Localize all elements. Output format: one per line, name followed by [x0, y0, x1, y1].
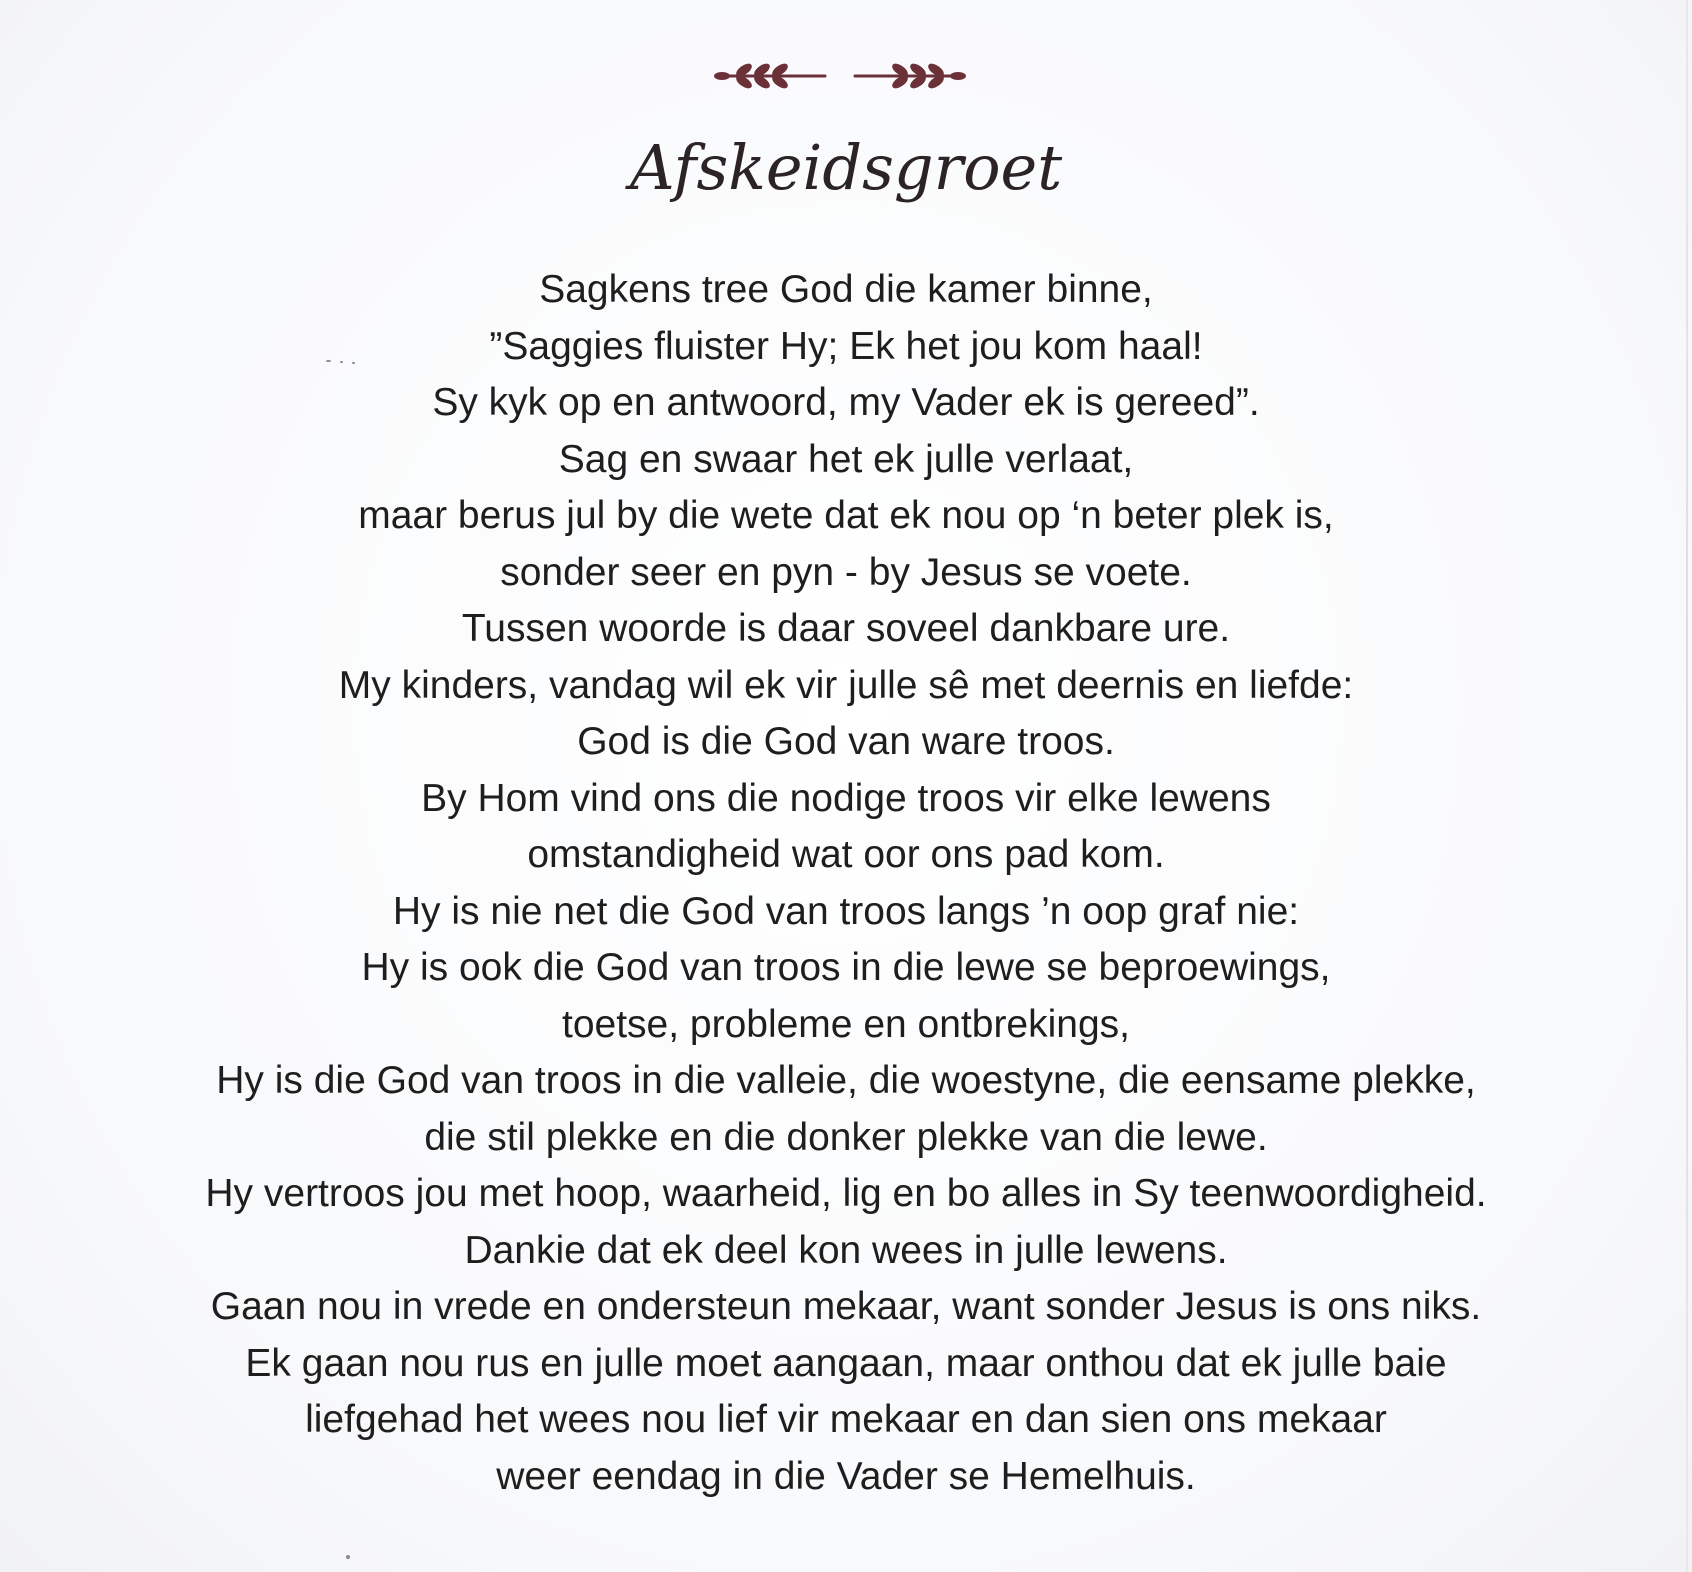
poem-line: Dankie dat ek deel kon wees in julle lewens.: [464, 1228, 1228, 1272]
poem-line: Sy kyk op en antwoord, my Vader ek is gereed”.: [432, 381, 1260, 424]
poem-line: ”Saggies fluister Hy; Ek het jou kom haal!: [489, 324, 1203, 368]
laurel-divider-icon: [700, 58, 980, 94]
poem-line: Gaan nou in vrede en ondersteun mekaar, want sonder Jesus is ons niks.: [210, 1285, 1482, 1328]
scan-speck: [340, 361, 343, 363]
scan-speck: [352, 362, 355, 364]
poem-line: Ek gaan nou rus en julle moet aangaan, maar onthou dat ek julle baie: [245, 1341, 1447, 1385]
page-title: Afskeidsgroet: [629, 131, 1063, 204]
poem-body: [0, 262, 1692, 1505]
poem-line: Tussen woorde is daar soveel dankbare ure.: [461, 607, 1231, 650]
poem-line: die stil plekke en die donker plekke van die lewe.: [424, 1115, 1268, 1159]
poem-line: toetse, probleme en ontbrekings,: [561, 1002, 1130, 1046]
poem-line: My kinders, vandag wil ek vir julle sê met deernis en liefde:: [338, 663, 1354, 707]
poem-line: Hy is die God van troos in die valleie, die woestyne, die eensame plekke,: [216, 1059, 1476, 1102]
poem-line: Hy vertroos jou met hoop, waarheid, lig en bo alles in Sy teenwoordigheid.: [205, 1172, 1487, 1215]
scan-speck: [326, 360, 331, 362]
poem-line: Sag en swaar het ek julle verlaat,: [558, 437, 1134, 481]
poem-line: Hy is ook die God van troos in die lewe se beproewings,: [361, 946, 1331, 989]
poem-line: liefgehad het wees nou lief vir mekaar en dan sien ons mekaar: [305, 1398, 1387, 1441]
poem-line: omstandigheid wat oor ons pad kom.: [527, 833, 1165, 876]
poem-line: By Hom vind ons die nodige troos vir elke lewens: [421, 776, 1271, 820]
poem-line: Hy is nie net die God van troos langs ’n oop graf nie:: [392, 889, 1300, 933]
poem-line: Sagkens tree God die kamer binne,: [539, 268, 1153, 311]
poem-line: sonder seer en pyn - by Jesus se voete.: [500, 550, 1192, 594]
poem-line: God is die God van ware troos.: [577, 720, 1115, 763]
scan-speck: [346, 1555, 350, 1559]
poem-line: maar berus jul by die wete dat ek nou op ‘n beter plek is,: [358, 494, 1334, 537]
poem-line: weer eendag in die Vader se Hemelhuis.: [496, 1454, 1196, 1498]
